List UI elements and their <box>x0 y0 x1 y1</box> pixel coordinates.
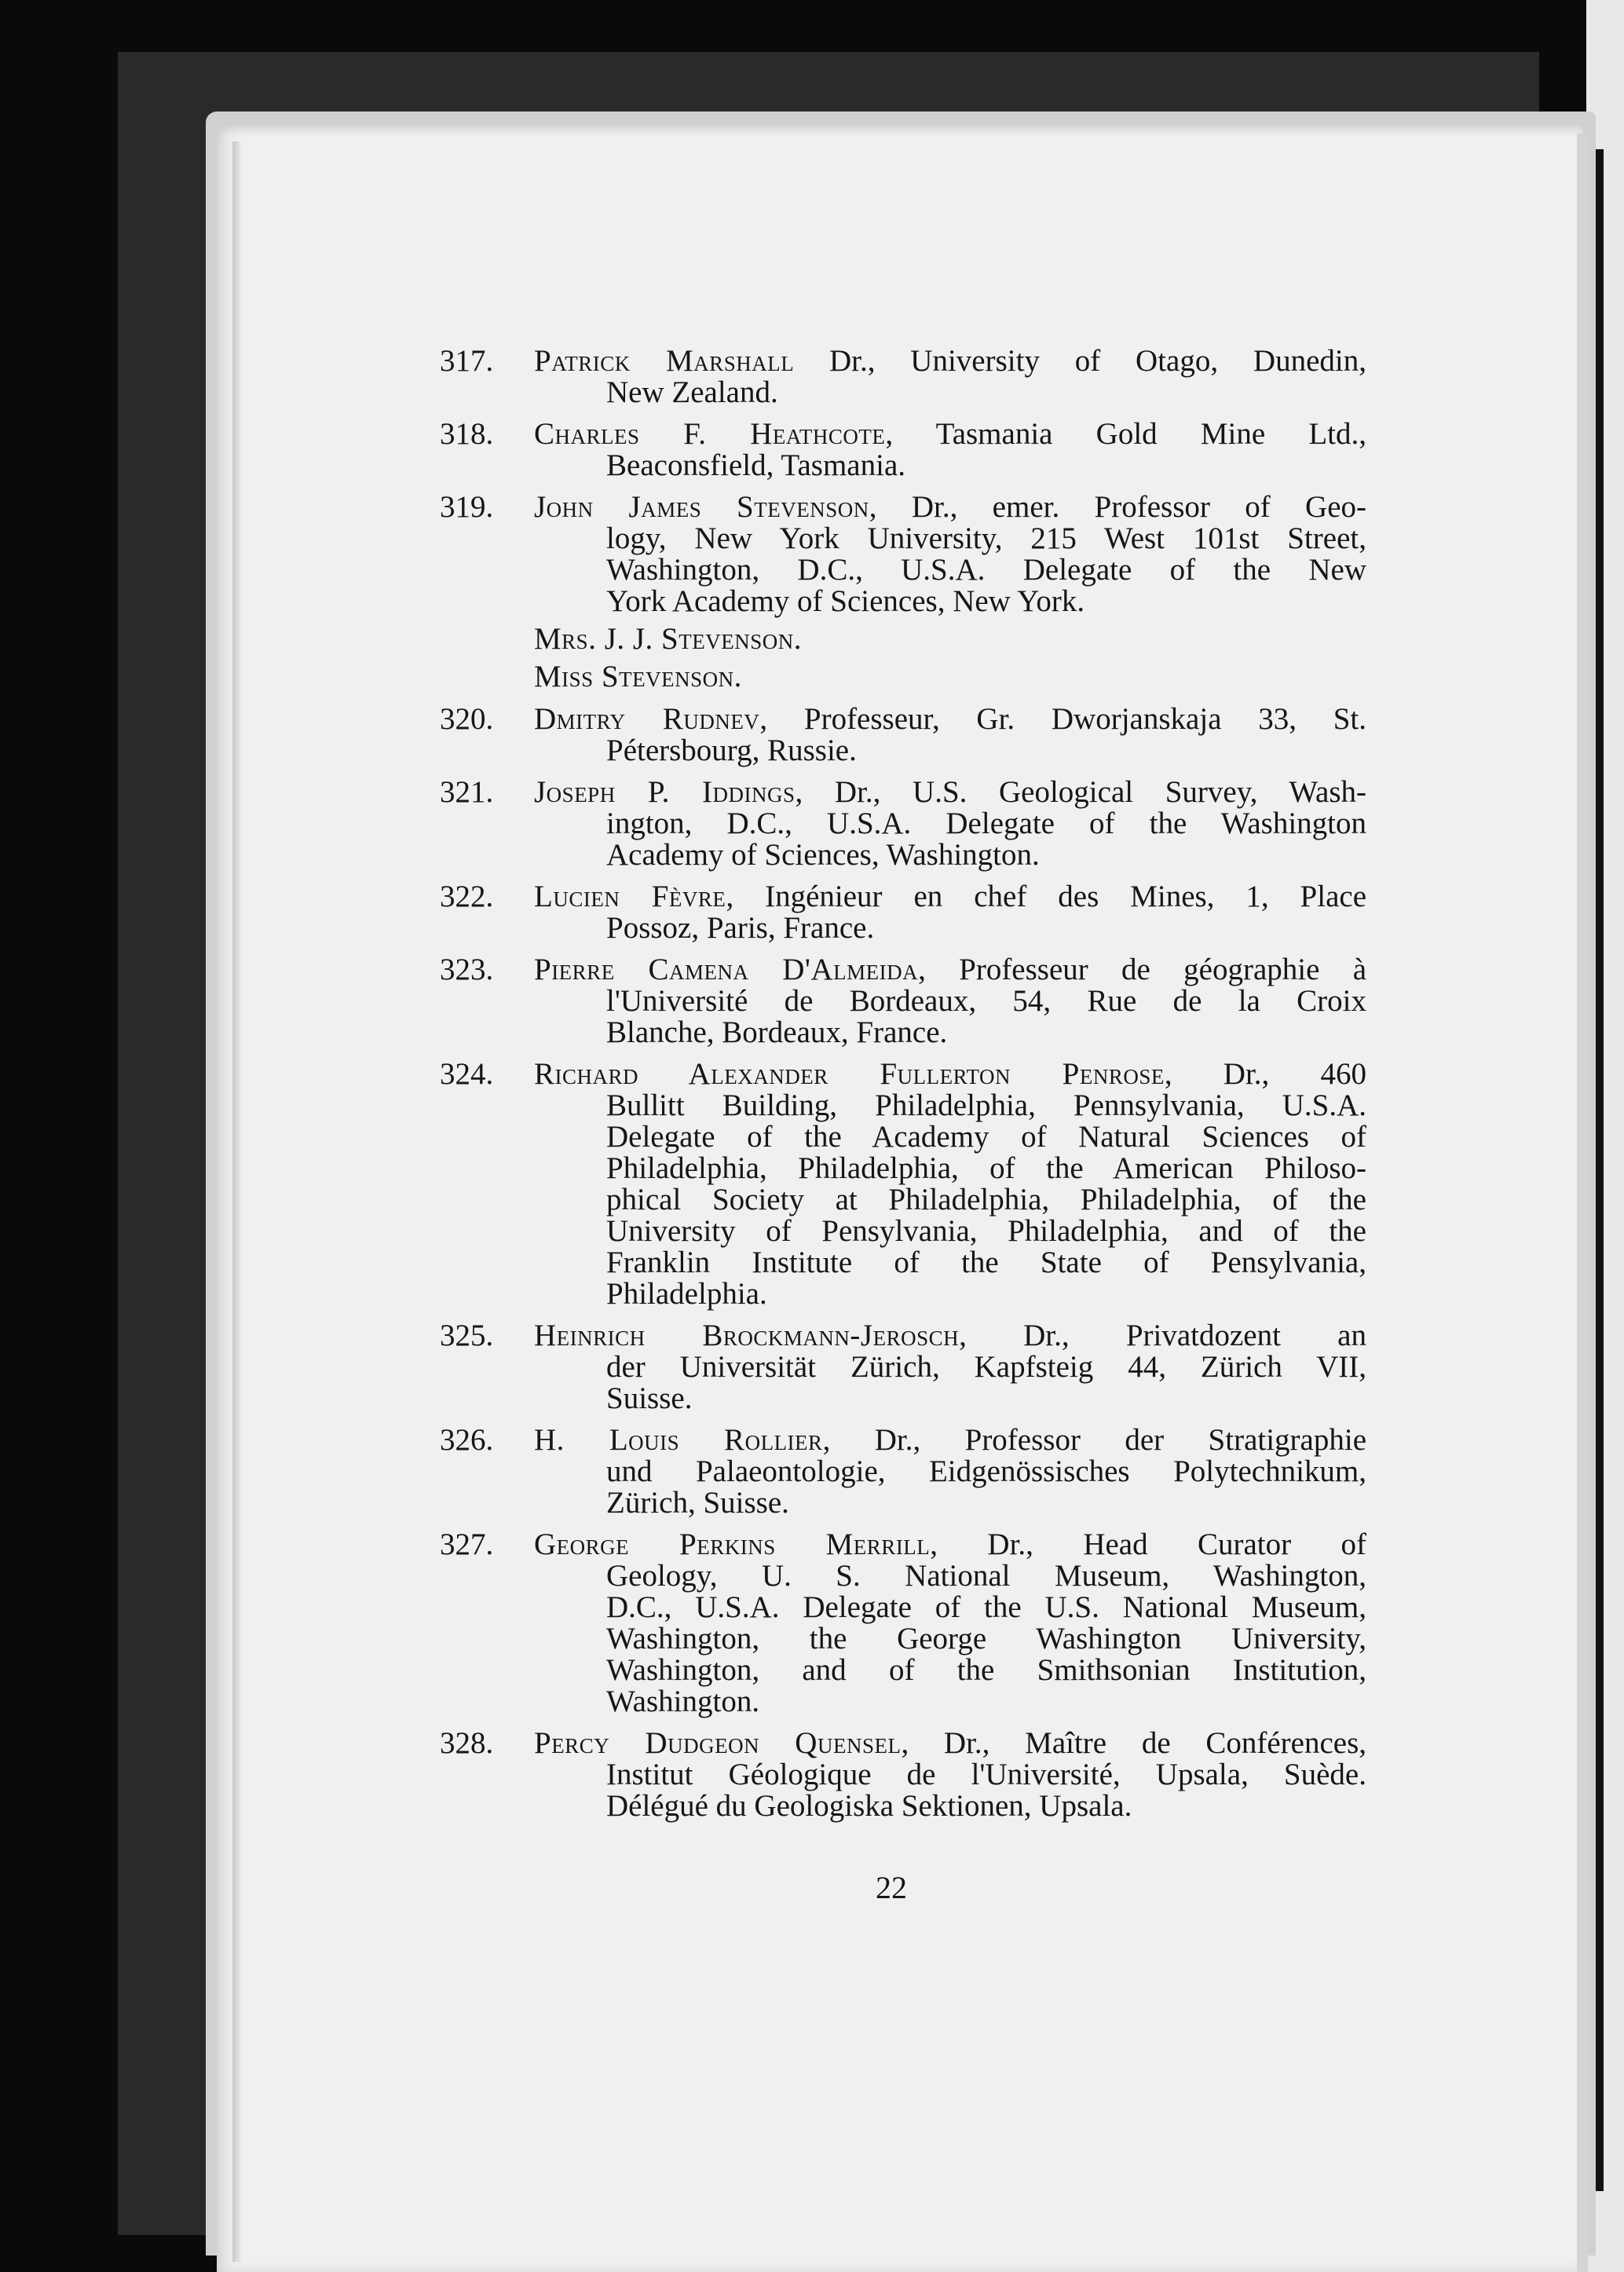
right-gutter <box>1577 134 1588 2272</box>
entry-name: Patrick Marshall <box>534 344 795 378</box>
list-item <box>440 1529 1366 1718</box>
list-item <box>440 777 1366 871</box>
entry-line: Washington, the George Washington University, <box>606 1622 1366 1656</box>
entry-name: George Perkins Merrill <box>534 1527 931 1561</box>
list-item <box>440 1059 1366 1310</box>
entry-line: Heinrich Brockmann-Jerosch, Dr., Privatdozent an <box>534 1319 1366 1352</box>
entry-line: Geology, U. S. National Museum, Washington, <box>606 1559 1366 1593</box>
entry-line: Délégué du Geologiska Sektionen, Upsala. <box>606 1789 1132 1823</box>
entry-line: logy, New York University, 215 West 101st Street, <box>606 521 1366 555</box>
entry-number: 317. <box>440 344 494 378</box>
entry-text <box>534 346 1366 408</box>
entry-line: Percy Dudgeon Quensel, Dr., Maître de Conférences, <box>534 1726 1366 1760</box>
entry-number: 321. <box>440 775 494 809</box>
entry-number: 328. <box>440 1726 494 1760</box>
entry-line: Suisse. <box>606 1381 693 1415</box>
entry-line: George Perkins Merrill, Dr., Head Curator of <box>534 1527 1367 1561</box>
entry-number: 319. <box>440 490 494 524</box>
entry-name: Pierre Camena D'Almeida <box>534 953 919 986</box>
entry-line: Patrick Marshall Dr., University of Otago, Dunedin, <box>534 344 1366 378</box>
entry-name: Lucien Fèvre <box>534 880 726 913</box>
entry-name: Percy Dudgeon Quensel <box>534 1726 902 1760</box>
entry-line: University of Pensylvania, Philadelphia, and of the <box>606 1214 1366 1248</box>
entry-name: Dmitry Rudnev <box>534 702 760 736</box>
entry-text <box>534 1425 1366 1519</box>
entry-line: Dmitry Rudnev, Professeur, Gr. Dworjanskaja 33, St. <box>534 702 1366 736</box>
entry-line: York Academy of Sciences, New York. <box>606 584 1085 618</box>
entry-text <box>534 777 1366 871</box>
list-item <box>440 881 1366 944</box>
entry-line: und Palaeontologie, Eidgenössisches Polytechnikum, <box>606 1454 1366 1488</box>
entry-line: Zürich, Suisse. <box>606 1486 789 1520</box>
list-item <box>440 1320 1366 1414</box>
entry-line: Institut Géologique de l'Université, Upsala, Suède. <box>606 1758 1366 1791</box>
entry-line: Beaconsfield, Tasmania. <box>606 448 906 482</box>
entry-line: Blanche, Bordeaux, France. <box>606 1015 948 1049</box>
companion-name: Miss Stevenson. <box>534 660 742 693</box>
entry-text <box>534 1059 1366 1310</box>
entry-name: Richard Alexander Fullerton Penrose <box>534 1057 1165 1091</box>
entry-line: Joseph P. Iddings, Dr., U.S. Geological Survey, Wash- <box>534 775 1366 809</box>
entry-text <box>534 704 1366 766</box>
entry-line: l'Université de Bordeaux, 54, Rue de la Croix <box>606 984 1366 1018</box>
entry-line: Philadelphia, Philadelphia, of the American Philoso- <box>606 1151 1366 1185</box>
entry-line: H. Louis Rollier, Dr., Professor der Stratigraphie <box>534 1423 1366 1457</box>
entry-line: Pierre Camena D'Almeida, Professeur de géographie à <box>534 953 1367 986</box>
entry-line: Bullitt Building, Philadelphia, Pennsylvania, U.S.A. <box>606 1088 1366 1122</box>
entry-line: Washington, and of the Smithsonian Institution, <box>606 1653 1366 1687</box>
entry-number: 327. <box>440 1527 494 1561</box>
entry-number: 326. <box>440 1423 494 1457</box>
entry-text <box>534 1320 1366 1414</box>
entry-text <box>534 492 1366 617</box>
page-number: 22 <box>876 1870 907 1905</box>
list-item <box>440 954 1366 1048</box>
entry-line: Lucien Fèvre, Ingénieur en chef des Mines, 1, Place <box>534 880 1366 913</box>
list-item <box>440 419 1366 481</box>
page-fold <box>232 141 242 2262</box>
entry-line: ington, D.C., U.S.A. Delegate of the Washington <box>606 807 1366 840</box>
entry-number: 318. <box>440 417 494 451</box>
entry-line: Charles F. Heathcote, Tasmania Gold Mine Ltd., <box>534 417 1367 451</box>
entry-line: Possoz, Paris, France. <box>606 911 875 945</box>
entry-line: Pétersbourg, Russie. <box>606 734 857 767</box>
list-item <box>440 1425 1366 1519</box>
entry-text <box>534 881 1366 944</box>
entry-number: 325. <box>440 1319 494 1352</box>
entry-line: Washington, D.C., U.S.A. Delegate of the New <box>606 553 1366 587</box>
entry-line: Philadelphia. <box>606 1277 767 1311</box>
list-item <box>440 704 1366 766</box>
entry-name: John James Stevenson <box>534 490 869 524</box>
entry-name: Heinrich Brockmann-Jerosch <box>534 1319 960 1352</box>
entry-number: 322. <box>440 880 494 913</box>
entry-text <box>534 954 1366 1048</box>
companion-name: Mrs. J. J. Stevenson. <box>534 622 802 656</box>
member-listing <box>440 346 1366 1832</box>
entry-name: H. Louis Rollier <box>534 1423 823 1457</box>
entry-line: Academy of Sciences, Washington. <box>606 838 1040 872</box>
entry-line: D.C., U.S.A. Delegate of the U.S. National Museum, <box>606 1590 1366 1624</box>
list-item <box>440 1728 1366 1822</box>
list-item <box>440 492 1366 617</box>
entry-line: Franklin Institute of the State of Pensylvania, <box>606 1246 1366 1279</box>
entry-name: Charles F. Heathcote <box>534 417 886 451</box>
entry-text <box>534 419 1366 481</box>
entry-number: 320. <box>440 702 494 736</box>
entry-line: phical Society at Philadelphia, Philadelphia, of the <box>606 1183 1366 1216</box>
entry-line: der Universität Zürich, Kapfsteig 44, Zürich VII, <box>606 1350 1366 1384</box>
entry-text <box>534 1529 1366 1718</box>
gutter-shadow <box>1596 149 1604 2191</box>
entry-number: 324. <box>440 1057 494 1091</box>
list-item <box>440 346 1366 408</box>
entry-line: Washington. <box>606 1685 760 1718</box>
entry-text <box>534 1728 1366 1822</box>
entry-line: Delegate of the Academy of Natural Sciences of <box>606 1120 1366 1154</box>
entry-name: Joseph P. Iddings <box>534 775 796 809</box>
entry-line: New Zealand. <box>606 375 778 409</box>
entry-line: Richard Alexander Fullerton Penrose, Dr., 460 <box>534 1057 1367 1091</box>
entry-number: 323. <box>440 953 494 986</box>
entry-line: John James Stevenson, Dr., emer. Professor of Geo- <box>534 490 1366 524</box>
